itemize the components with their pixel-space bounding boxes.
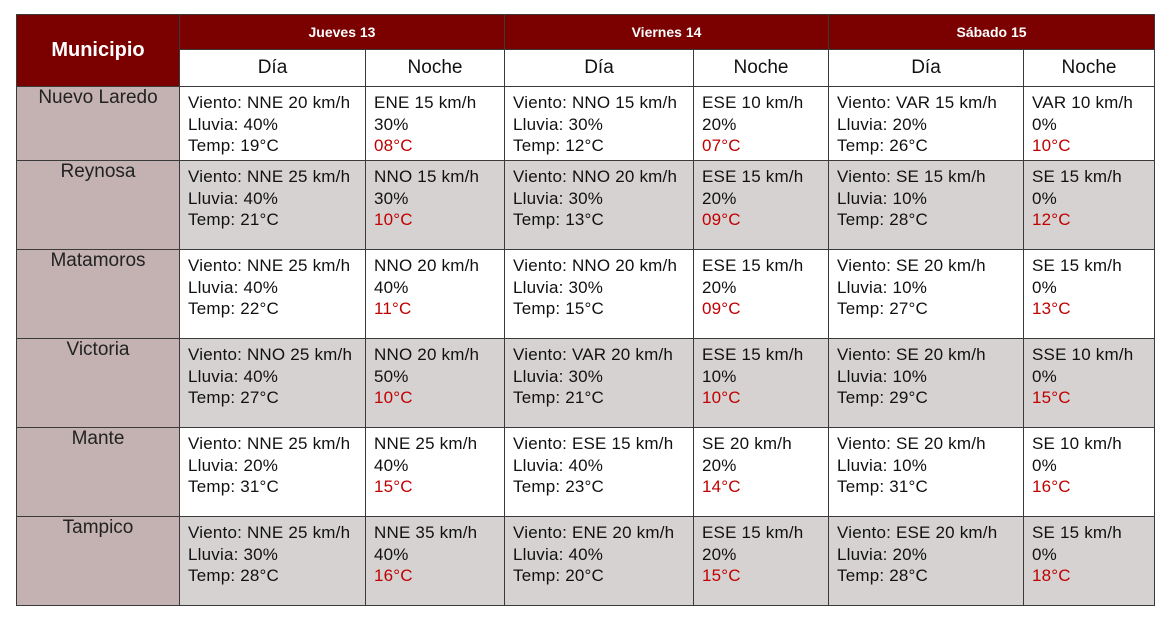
temp-text: 16°C [1032, 477, 1071, 496]
night-forecast-cell [366, 339, 505, 428]
day-forecast-cell [180, 339, 366, 428]
day-header-1: Jueves 13 [180, 15, 505, 50]
wind-text: Viento: SE 15 km/h [837, 167, 986, 186]
table-row [17, 428, 1155, 517]
rain-text: 20% [702, 277, 737, 297]
dia-header: Día [505, 50, 694, 87]
wind-text: NNO 15 km/h [374, 167, 480, 186]
temp-text: Temp: 15°C [513, 299, 605, 318]
rain-text: Lluvia: 40% [188, 366, 279, 386]
wind-text: NNE 35 km/h [374, 523, 478, 542]
temp-text: 15°C [374, 477, 413, 496]
rain-text: 30% [374, 114, 409, 134]
temp-text: Temp: 13°C [513, 210, 605, 229]
wind-text: Viento: NNE 25 km/h [188, 256, 351, 275]
day-header-2: Viernes 14 [505, 15, 829, 50]
night-forecast-cell [366, 428, 505, 517]
temp-text: 11°C [374, 299, 412, 318]
noche-header: Noche [1024, 50, 1155, 87]
rain-text: 10% [702, 366, 737, 386]
wind-text: ESE 15 km/h [702, 256, 804, 275]
rain-text: Lluvia: 10% [837, 188, 928, 208]
night-forecast-cell [694, 87, 829, 161]
temp-text: Temp: 20°C [513, 566, 605, 585]
municipio-header: Municipio [17, 15, 180, 87]
rain-text: 20% [702, 544, 737, 564]
rain-text: 30% [374, 188, 409, 208]
night-forecast-cell [1024, 517, 1155, 606]
rain-text: Lluvia: 30% [188, 544, 279, 564]
day-forecast-cell [829, 161, 1024, 250]
night-forecast-cell [366, 161, 505, 250]
night-forecast-cell [694, 339, 829, 428]
temp-text: Temp: 21°C [513, 388, 605, 407]
temp-text: 13°C [1032, 299, 1071, 318]
table-row [17, 339, 1155, 428]
day-forecast-cell [829, 517, 1024, 606]
table-row [17, 250, 1155, 339]
temp-text: 16°C [374, 566, 413, 585]
rain-text: Lluvia: 20% [837, 544, 928, 564]
day-forecast-cell [505, 517, 694, 606]
day-forecast-cell [829, 250, 1024, 339]
rain-text: 0% [1032, 366, 1057, 386]
municipio-name: Nuevo Laredo [17, 87, 180, 161]
rain-text: 20% [702, 114, 737, 134]
wind-text: SE 15 km/h [1032, 256, 1122, 275]
night-forecast-cell [366, 250, 505, 339]
forecast-table [16, 14, 1155, 606]
temp-text: Temp: 22°C [188, 299, 280, 318]
temp-text: 10°C [1032, 136, 1071, 155]
rain-text: Lluvia: 30% [513, 114, 604, 134]
day-forecast-cell [505, 339, 694, 428]
rain-text: Lluvia: 10% [837, 455, 928, 475]
wind-text: Viento: NNE 25 km/h [188, 523, 351, 542]
day-forecast-cell [505, 161, 694, 250]
rain-text: Lluvia: 40% [513, 544, 604, 564]
wind-text: ENE 15 km/h [374, 93, 477, 112]
rain-text: 0% [1032, 544, 1057, 564]
day-forecast-cell [505, 428, 694, 517]
rain-text: 20% [702, 188, 737, 208]
rain-text: 40% [374, 455, 409, 475]
day-forecast-cell [829, 339, 1024, 428]
temp-text: 10°C [374, 388, 413, 407]
day-forecast-cell [180, 428, 366, 517]
rain-text: Lluvia: 20% [188, 455, 279, 475]
wind-text: ESE 15 km/h [702, 345, 804, 364]
rain-text: 0% [1032, 188, 1057, 208]
rain-text: Lluvia: 30% [513, 277, 604, 297]
municipio-name: Tampico [17, 517, 180, 606]
wind-text: SE 20 km/h [702, 434, 792, 453]
temp-text: 15°C [1032, 388, 1071, 407]
night-forecast-cell [694, 161, 829, 250]
wind-text: Viento: VAR 20 km/h [513, 345, 674, 364]
temp-text: Temp: 31°C [837, 477, 929, 496]
temp-text: 10°C [702, 388, 741, 407]
municipio-name: Victoria [17, 339, 180, 428]
temp-text: Temp: 19°C [188, 136, 280, 155]
temp-text: 10°C [374, 210, 413, 229]
wind-text: NNO 20 km/h [374, 256, 480, 275]
day-forecast-cell [180, 250, 366, 339]
dia-header: Día [180, 50, 366, 87]
wind-text: Viento: NNO 20 km/h [513, 256, 678, 275]
rain-text: 40% [374, 277, 409, 297]
wind-text: SE 15 km/h [1032, 523, 1122, 542]
table-row [17, 517, 1155, 606]
temp-text: Temp: 31°C [188, 477, 280, 496]
wind-text: NNE 25 km/h [374, 434, 478, 453]
temp-text: Temp: 26°C [837, 136, 929, 155]
wind-text: ESE 15 km/h [702, 167, 804, 186]
day-forecast-cell [180, 87, 366, 161]
wind-text: SSE 10 km/h [1032, 345, 1134, 364]
rain-text: 40% [374, 544, 409, 564]
rain-text: Lluvia: 40% [513, 455, 604, 475]
night-forecast-cell [1024, 161, 1155, 250]
temp-text: Temp: 28°C [837, 210, 929, 229]
night-forecast-cell [694, 428, 829, 517]
rain-text: Lluvia: 40% [188, 277, 279, 297]
wind-text: Viento: ESE 15 km/h [513, 434, 674, 453]
wind-text: Viento: NNO 20 km/h [513, 167, 678, 186]
wind-text: ESE 10 km/h [702, 93, 804, 112]
table-row [17, 161, 1155, 250]
day-forecast-cell [829, 87, 1024, 161]
night-forecast-cell [1024, 250, 1155, 339]
noche-header: Noche [366, 50, 505, 87]
temp-text: 14°C [702, 477, 741, 496]
wind-text: Viento: SE 20 km/h [837, 345, 986, 364]
wind-text: Viento: ESE 20 km/h [837, 523, 998, 542]
wind-text: Viento: ENE 20 km/h [513, 523, 675, 542]
day-forecast-cell [505, 87, 694, 161]
wind-text: NNO 20 km/h [374, 345, 480, 364]
night-forecast-cell [1024, 339, 1155, 428]
municipio-name: Matamoros [17, 250, 180, 339]
wind-text: SE 15 km/h [1032, 167, 1122, 186]
wind-text: ESE 15 km/h [702, 523, 804, 542]
rain-text: 0% [1032, 114, 1057, 134]
temp-text: Temp: 21°C [188, 210, 280, 229]
temp-text: 09°C [702, 299, 741, 318]
noche-header: Noche [694, 50, 829, 87]
municipio-name: Mante [17, 428, 180, 517]
wind-text: Viento: SE 20 km/h [837, 256, 986, 275]
temp-text: Temp: 28°C [188, 566, 280, 585]
temp-text: Temp: 28°C [837, 566, 929, 585]
rain-text: Lluvia: 30% [513, 366, 604, 386]
temp-text: 15°C [702, 566, 741, 585]
temp-text: Temp: 27°C [188, 388, 280, 407]
day-forecast-cell [180, 161, 366, 250]
rain-text: 0% [1032, 455, 1057, 475]
wind-text: Viento: VAR 15 km/h [837, 93, 998, 112]
night-forecast-cell [694, 250, 829, 339]
temp-text: 07°C [702, 136, 741, 155]
rain-text: 0% [1032, 277, 1057, 297]
rain-text: Lluvia: 10% [837, 366, 928, 386]
night-forecast-cell [694, 517, 829, 606]
rain-text: 20% [702, 455, 737, 475]
rain-text: 50% [374, 366, 409, 386]
temp-text: 12°C [1032, 210, 1071, 229]
temp-text: Temp: 23°C [513, 477, 605, 496]
rain-text: Lluvia: 30% [513, 188, 604, 208]
day-forecast-cell [829, 428, 1024, 517]
municipio-name: Reynosa [17, 161, 180, 250]
wind-text: VAR 10 km/h [1032, 93, 1134, 112]
day-forecast-cell [180, 517, 366, 606]
wind-text: Viento: SE 20 km/h [837, 434, 986, 453]
temp-text: Temp: 29°C [837, 388, 929, 407]
rain-text: Lluvia: 40% [188, 114, 279, 134]
temp-text: 18°C [1032, 566, 1071, 585]
wind-text: Viento: NNE 25 km/h [188, 434, 351, 453]
day-header-3: Sábado 15 [829, 15, 1155, 50]
temp-text: Temp: 27°C [837, 299, 929, 318]
dia-header: Día [829, 50, 1024, 87]
day-forecast-cell [505, 250, 694, 339]
wind-text: Viento: NNE 20 km/h [188, 93, 351, 112]
night-forecast-cell [1024, 428, 1155, 517]
wind-text: Viento: NNE 25 km/h [188, 167, 351, 186]
rain-text: Lluvia: 10% [837, 277, 928, 297]
temp-text: Temp: 12°C [513, 136, 605, 155]
wind-text: Viento: NNO 25 km/h [188, 345, 353, 364]
rain-text: Lluvia: 20% [837, 114, 928, 134]
wind-text: Viento: NNO 15 km/h [513, 93, 678, 112]
rain-text: Lluvia: 40% [188, 188, 279, 208]
temp-text: 09°C [702, 210, 741, 229]
table-row [17, 87, 1155, 161]
night-forecast-cell [366, 87, 505, 161]
wind-text: SE 10 km/h [1032, 434, 1122, 453]
temp-text: 08°C [374, 136, 413, 155]
night-forecast-cell [366, 517, 505, 606]
night-forecast-cell [1024, 87, 1155, 161]
